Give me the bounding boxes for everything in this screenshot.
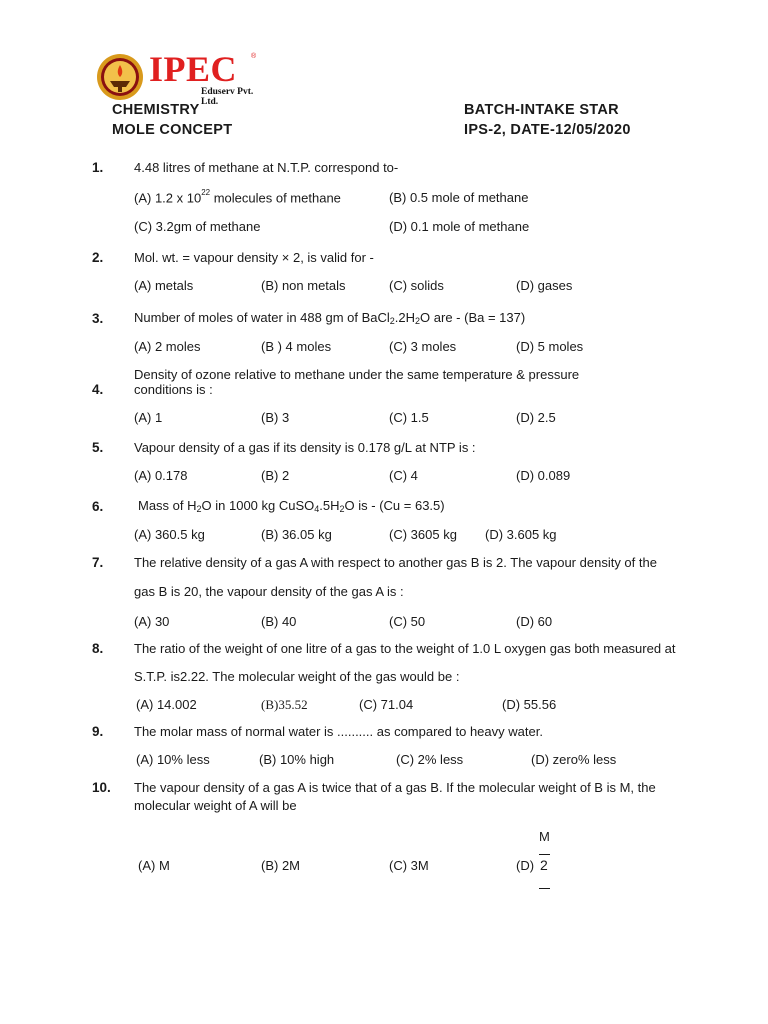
question-number: 2. — [92, 250, 104, 265]
option-a-suffix: molecules of methane — [210, 190, 341, 206]
option-b: (B) 2 — [261, 468, 290, 483]
subscript: 2 — [196, 504, 202, 514]
fraction-numerator: M — [539, 829, 550, 844]
question-text-line-1: Density of ozone relative to methane under the same temperature & pressure — [134, 367, 580, 382]
question-number: 10. — [92, 780, 111, 795]
option-d: (D) 55.56 — [502, 697, 557, 712]
underline-mark — [539, 888, 550, 889]
option-b: (B) 40 — [261, 614, 297, 629]
option-a: (A) 14.002 — [136, 697, 197, 712]
text-part: .2H — [394, 310, 416, 325]
question-number: 9. — [92, 724, 104, 739]
option-c: (C) 1.5 — [389, 410, 429, 425]
ips-date-label: IPS-2, DATE-12/05/2020 — [464, 122, 631, 138]
subject-title: CHEMISTRY — [112, 102, 200, 118]
option-c: (C) 2% less — [396, 752, 464, 767]
option-c: (C) 50 — [389, 614, 426, 629]
option-d: (D) 5 moles — [516, 339, 584, 354]
text-part: O in 1000 kg CuSO — [201, 498, 315, 513]
option-b: (B) non metals — [261, 278, 346, 293]
brand-tagline: Eduserv Pvt. Ltd. — [201, 87, 254, 107]
fraction-bar — [539, 854, 550, 855]
registered-mark: ® — [251, 53, 257, 60]
brand-name: IPEC — [149, 49, 238, 89]
fraction-denominator: 2 — [540, 857, 548, 873]
option-c: (C) solids — [389, 278, 444, 293]
option-a: (A) M — [138, 858, 170, 873]
option-d: (D) — [516, 858, 535, 873]
question-number: 1. — [92, 160, 104, 175]
batch-label: BATCH-INTAKE STAR — [464, 102, 619, 118]
option-d: (D) 0.1 mole of methane — [389, 219, 530, 234]
subscript: 2 — [415, 316, 421, 326]
option-b: (B) 10% high — [259, 752, 335, 767]
option-c: (C) 3.2gm of methane — [134, 219, 261, 234]
subscript: 4 — [314, 504, 320, 514]
option-a: (A) metals — [134, 278, 194, 293]
question-text — [134, 310, 525, 325]
question-text: The molar mass of normal water is .......... as compared to heavy water. — [134, 724, 543, 739]
exponent: 22 — [201, 188, 211, 197]
option-a: (A) 1 — [134, 410, 163, 425]
option-b: (B) 3 — [261, 410, 290, 425]
option-d: (D) 3.605 kg — [485, 527, 557, 542]
question-text — [138, 498, 445, 513]
option-c: (C) 3 moles — [389, 339, 457, 354]
option-b: (B) 0.5 mole of methane — [389, 190, 529, 205]
option-a: (A) 10% less — [136, 752, 210, 767]
question-text-line-2: conditions is : — [134, 382, 213, 397]
question-text-line-1: The ratio of the weight of one litre of a gas to the weight of 1.0 L oxygen gas both measured at — [134, 641, 676, 656]
text-part: O are - (Ba = 137) — [420, 310, 526, 325]
question-number: 8. — [92, 641, 104, 656]
option-d: (D) zero% less — [531, 752, 617, 767]
question-text-line-2: S.T.P. is2.22. The molecular weight of the gas would be : — [134, 669, 460, 684]
question-number: 7. — [92, 555, 104, 570]
subscript: 2 — [389, 316, 395, 326]
lamp-emblem-icon — [96, 53, 144, 101]
option-d: (D) 2.5 — [516, 410, 556, 425]
chapter-title: MOLE CONCEPT — [112, 122, 233, 138]
option-c: (C) 3605 kg — [389, 527, 457, 542]
ipec-logo — [96, 49, 266, 107]
option-d: (D) gases — [516, 278, 573, 293]
option-c: (C) 4 — [389, 468, 418, 483]
option-a: (A) 2 moles — [134, 339, 201, 354]
option-a: (A) 30 — [134, 614, 170, 629]
question-text-line-2: gas B is 20, the vapour density of the gas A is : — [134, 584, 404, 599]
option-a-text: (A) 1.2 x 10 — [134, 190, 202, 206]
option-a: (A) 0.178 — [134, 468, 188, 483]
option-c: (C) 3M — [389, 858, 429, 873]
option-b: (B) 2M — [261, 858, 300, 873]
question-text-line-1: The relative density of a gas A with respect to another gas B is 2. The vapour density of the — [134, 555, 657, 570]
question-text: Mol. wt. = vapour density × 2, is valid for - — [134, 250, 374, 265]
text-part: .5H — [319, 498, 340, 513]
option-b: (B) 36.05 kg — [261, 527, 332, 542]
question-text: 4.48 litres of methane at N.T.P. correspond to- — [134, 160, 399, 175]
option-d: (D) 0.089 — [516, 468, 571, 483]
text-part: O is - (Cu = 63.5) — [344, 498, 445, 513]
option-b: (B)35.52 — [261, 697, 308, 712]
option-d: (D) 60 — [516, 614, 553, 629]
question-number: 6. — [92, 499, 104, 514]
text-part: Number of moles of water in 488 gm of BaCl — [134, 310, 390, 325]
question-text: Vapour density of a gas if its density is 0.178 g/L at NTP is : — [134, 440, 476, 455]
question-number: 3. — [92, 311, 104, 326]
subscript: 2 — [339, 504, 345, 514]
option-a: (A) 360.5 kg — [134, 527, 205, 542]
option-a — [134, 190, 341, 205]
text-part: Mass of H — [138, 498, 197, 513]
option-c: (C) 71.04 — [359, 697, 414, 712]
question-number: 5. — [92, 440, 104, 455]
question-number: 4. — [92, 382, 104, 397]
question-text-line-1: The vapour density of a gas A is twice that of a gas B. If the molecular weight of B is M, the — [134, 780, 656, 795]
question-text-line-2: molecular weight of A will be — [134, 798, 297, 813]
option-b: (B ) 4 moles — [261, 339, 332, 354]
